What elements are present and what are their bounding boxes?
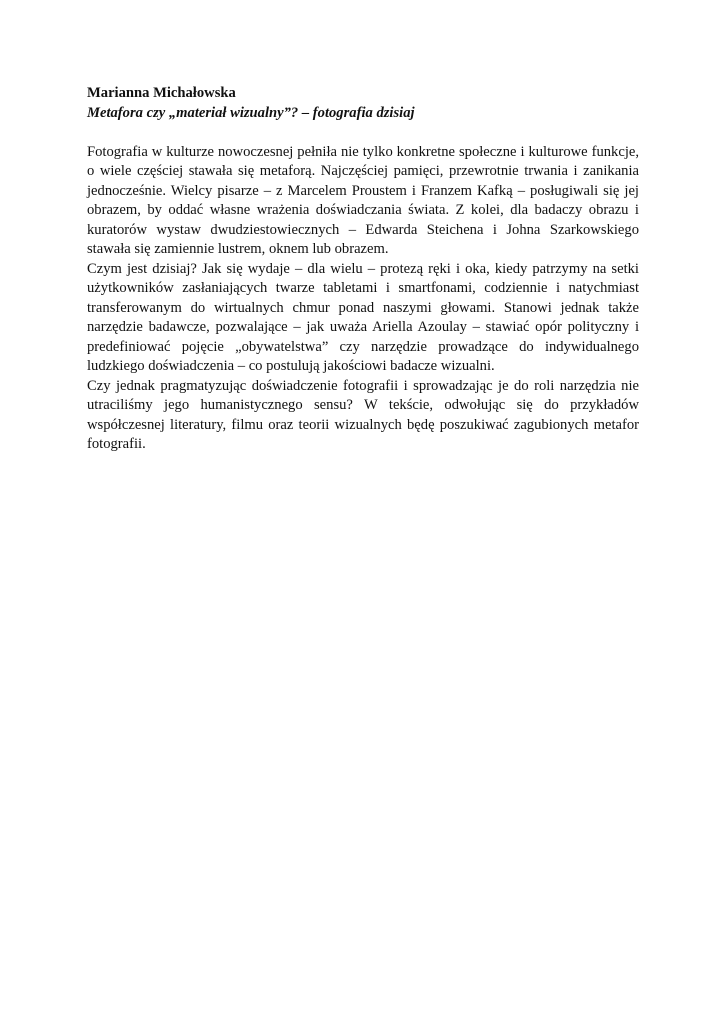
spacer [87,123,639,143]
article-title: Metafora czy „materiał wizualny”? – fotografia dzisiaj [87,104,415,121]
abstract-content [87,84,639,455]
paragraph-3: Czy jednak pragmatyzując doświadczenie fotografii i sprowadzając je do roli narzędzia nie utraciliśmy jego humanistycznego sensu? W tekście, odwołując się do przykładów współczesnej literatury, filmu oraz teorii wizualnych będę poszukiwać zagubionych metafor fotografii. [87,377,639,452]
paragraph-2: Czym jest dzisiaj? Jak się wydaje – dla wielu – protezą ręki i oka, kiedy patrzymy na setki użytkowników zasłaniających twarze tabletami i smartfonami, codziennie i natychmiast transferowanym do wirtualnych chmur ponad naszymi głowami. Stanowi jednak także narzędzie badawcze, pozwalające – jak uważa Ariella Azoulay – stawiać opór polityczny i predefiniować pojęcie „obywatelstwa” czy narzędzie prowadzące do indywidualnego ludzkiego doświadczenia – co postulują jakościowi badacze wizualni. [87,260,639,374]
author-name: Marianna Michałowska [87,85,236,101]
paragraph-1: Fotografia w kulturze nowoczesnej pełniła nie tylko konkretne społeczne i kulturowe funkcje, o wiele częściej stawała się metaforą. Najczęściej pamięci, przewrotnie trwania i zanikania jednocześnie. Wielcy pisarze – z Marcelem Proustem i Franzem Kafką – posługiwali się jej obrazem, by oddać własne wrażenia doświadczania świata. Z kolei, dla badaczy obrazu i kuratorów wystaw dwudziestowiecznych – Edwarda Steichena i Johna Szarkowskiego stawała się zamiennie lustrem, oknem lub obrazem. [87,143,639,257]
